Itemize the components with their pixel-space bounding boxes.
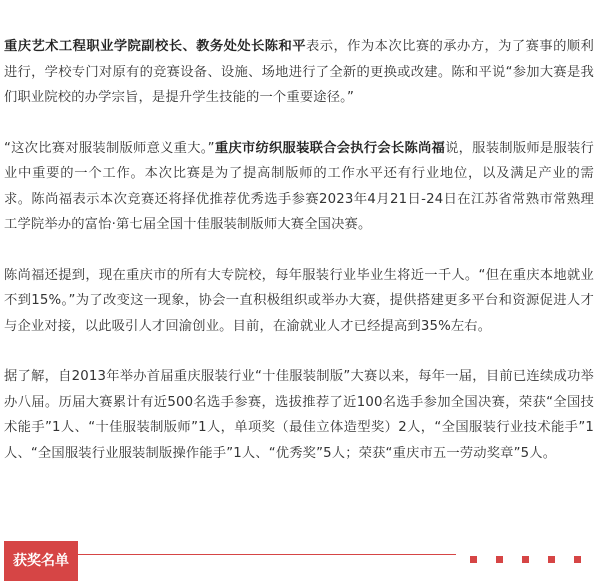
award-list-section-header <box>0 541 600 585</box>
section-title: 获奖名单 <box>4 541 78 581</box>
quote-text: “这次比赛对服装制版师意义重大。” <box>4 140 215 156</box>
paragraph-text: 据了解，自2013年举办首届重庆服装行业“十佳服装制版”大赛以来，每年一届，目前已连续成功举办八届。历届大赛累计有近500名选手参赛，选拔推荐了近100名选手参加全国决赛，荣获“全国技术能手”1人、“十佳服装制版师”1人，单项奖（最佳立体造型奖）2人，“全国服装行业技术能手”1人、“全国服装行业服装制版操作能手”1人、“优秀奖”5人；荣获“重庆市五一劳动奖章”5人。 <box>4 369 594 461</box>
square-dot-icon <box>548 556 555 563</box>
article-body <box>4 34 594 466</box>
paragraph-text: 表示，作为本次比赛的承办方，为了赛事的顺利进行，学校专门对原有的竞赛设备、设施、场地进行了全新的更换或改建。陈和平说“参加大赛是我们职业院校的办学宗旨，是提升学生技能的一个重要途径。” <box>4 39 594 105</box>
paragraph-3 <box>4 263 594 340</box>
paragraph-text: 陈尚福还提到，现在重庆市的所有大专院校，每年服装行业毕业生将近一千人。“但在重庆本地就业不到15%。”为了改变这一现象，协会一直积极组织或举办大赛，提供搭建更多平台和资源促进人才与企业对接，以此吸引人才回渝创业。目前，在渝就业人才已经提高到35%左右。 <box>4 267 594 334</box>
section-divider <box>78 554 456 555</box>
square-dot-icon <box>496 556 503 563</box>
speaker-name: 重庆市纺织服装联合会执行会长陈尚福 <box>214 140 446 156</box>
paragraph-4 <box>4 364 594 466</box>
square-dot-icon <box>470 556 477 563</box>
paragraph-text: 说，服装制版师是服装行业中重要的一个工作。本次比赛是为了提高制版师的工作水平还有行业地位，以及满足产业的需求。陈尚福表示本次竞赛还将择优推荐优秀选手参赛2023年4月21日-24日在江苏省常熟市常熟理工学院举办的富怡·第七届全国十佳服装制版师大赛全国决赛。 <box>4 140 594 232</box>
square-dot-icon <box>522 556 529 563</box>
speaker-name: 重庆艺术工程职业学院副校长、教务处处长陈和平 <box>4 39 306 54</box>
paragraph-2 <box>4 136 594 238</box>
square-dot-icon <box>574 556 581 563</box>
paragraph-1 <box>4 34 594 111</box>
